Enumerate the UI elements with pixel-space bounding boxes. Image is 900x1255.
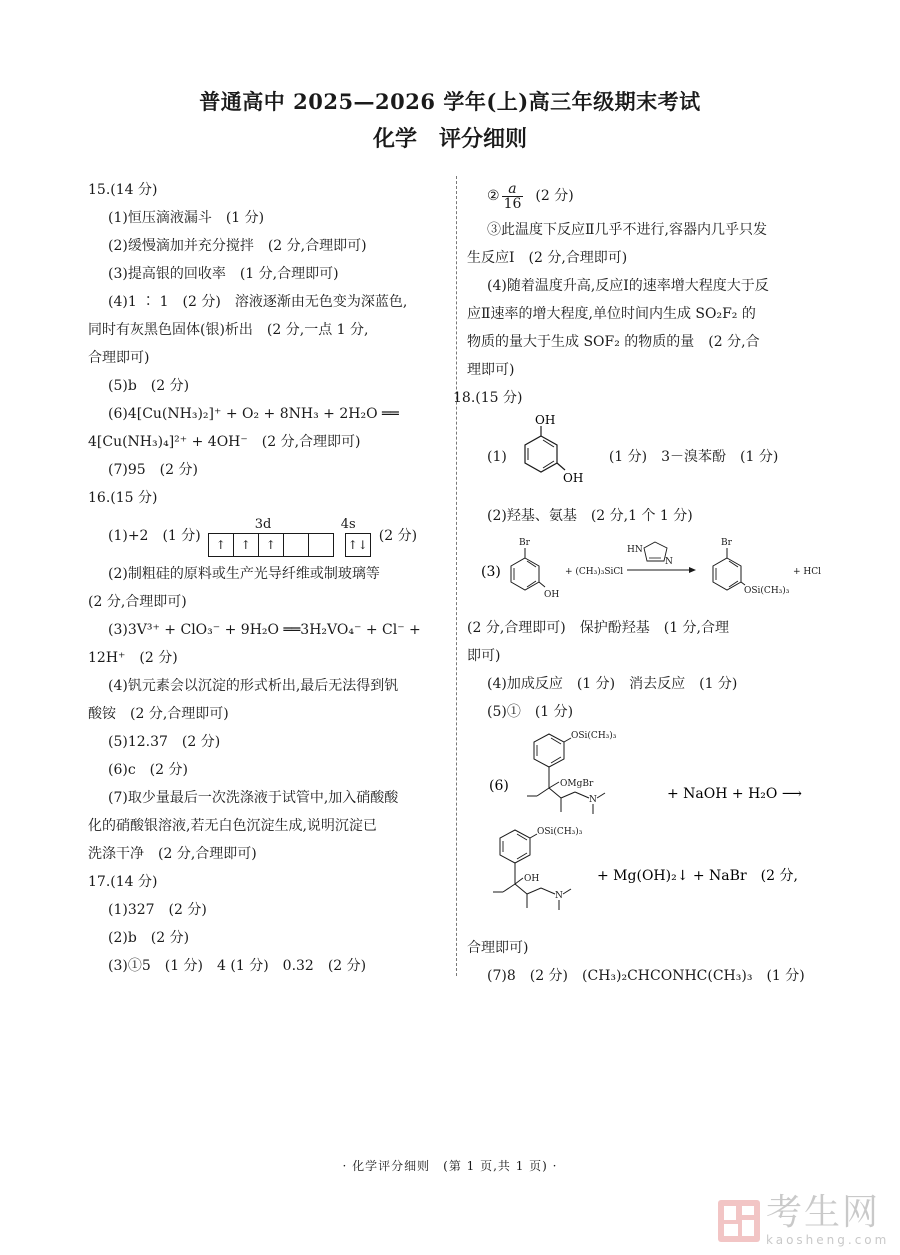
q18-answer-7: (7)8 (2 分) (CH₃)₂CHCONHC(CH₃)₃ (1 分) [487, 968, 805, 984]
exam-subtitle: 化学 评分细则 [372, 126, 527, 152]
product-br-label: Br [721, 538, 732, 548]
kaosheng-logo-icon [718, 1200, 760, 1242]
q15-answer-4b: 同时有灰黑色固体(银)析出 (2 分,一点 1 分, [88, 322, 369, 338]
q17-heading: 17.(14 分) [88, 874, 158, 890]
product-n-label: N [555, 891, 563, 901]
resorcinol-structure [507, 412, 597, 502]
q17-answer-2: (2)b (2 分) [108, 930, 190, 946]
page-footer: · 化学评分细则 (第 1 页,共 1 页) · [342, 1159, 558, 1173]
q16-answer-3a: (3)3V³⁺ + ClO₃⁻ + 9H₂O ══3H₂VO₄⁻ + Cl⁻ + [108, 622, 421, 638]
q18-answer-6-label: (6) [489, 778, 509, 794]
q18-answer-3c: 即可) [467, 648, 501, 664]
orbital-3d-label: 3d [254, 517, 272, 532]
q17-answer-3-3b: 生反应Ⅰ (2 分,合理即可) [467, 250, 628, 266]
q18-answer-4: (4)加成反应 (1 分) 消去反应 (1 分) [487, 676, 738, 692]
imidazole-n-label: N [665, 557, 673, 567]
q17-answer-3-3a: ③此温度下反应Ⅱ几乎不进行,容器内几乎只发 [487, 222, 767, 238]
q16-answer-1-score: (2 分) [378, 528, 418, 544]
q17-answer-4d: 理即可) [467, 362, 515, 378]
q17-fraction-score: (2 分) [535, 188, 574, 204]
q16-answer-4a: (4)钒元素会以沉淀的形式析出,最后无法得到钒 [108, 678, 399, 694]
silyl-reagent: + (CH₃)₃SiCl [565, 567, 624, 577]
q18-answer-1 [467, 412, 819, 502]
product-osi-label: OSi(CH₃)₃ [744, 586, 790, 596]
q18-answer-1-label: (1) [487, 449, 507, 465]
orbital-3d-box: ↑ [208, 533, 234, 557]
q15-answer-6b: 4[Cu(NH₃)₄]²⁺ + 4OH⁻ (2 分,合理即可) [88, 434, 361, 450]
byproduct-hcl: + HCl [793, 567, 822, 577]
q15-answer-3: (3)提高银的回收率 (1 分,合理即可) [108, 266, 339, 282]
reactant-oh-label: OH [544, 590, 560, 600]
q18-answer-3 [467, 530, 822, 614]
product-oh-label: OH [524, 874, 540, 884]
q17-answer-4b: 应Ⅱ速率的增大程度,单位时间内生成 SO₂F₂ 的 [467, 306, 756, 322]
reactant-osi-label: OSi(CH₃)₃ [571, 731, 617, 741]
q16-answer-7a: (7)取少量最后一次洗涤液于试管中,加入硝酸酸 [108, 790, 399, 806]
watermark-logo [718, 1192, 890, 1247]
reaction-6-products: + Mg(OH)₂↓ + NaBr (2 分, [597, 868, 798, 884]
orbital-3d-box [283, 533, 309, 557]
q18-answer-3b: (2 分,合理即可) 保护酚羟基 (1 分,合理 [467, 620, 730, 636]
silylation-reaction [481, 530, 826, 614]
watermark-name: 考生网 [766, 1192, 881, 1233]
reaction-6-reagents: + NaOH + H₂O ⟶ [667, 786, 802, 802]
q15-answer-2: (2)缓慢滴加并充分搅拌 (2 分,合理即可) [108, 238, 367, 254]
left-column [88, 176, 443, 980]
q18-answer-5: (5)① (1 分) [487, 704, 574, 720]
exam-title: 普通高中 2025—2026 学年(上)高三年级期末考试 [199, 89, 701, 114]
reactant-omgbr-label: OMgBr [560, 779, 594, 789]
fraction-numerator: a [502, 182, 524, 197]
resorcinol-oh-bottom: OH [562, 471, 584, 485]
fraction-denominator: 16 [503, 195, 522, 212]
orbital-4s-box: ↑↓ [345, 533, 371, 557]
q18-answer-3-label: (3) [481, 564, 501, 580]
q18-heading: 18.(15 分) [453, 390, 523, 406]
q17-answer-4c: 物质的量大于生成 SOF₂ 的物质的量 (2 分,合 [467, 334, 760, 350]
q17-answer-4a: (4)随着温度升高,反应Ⅰ的速率增大程度大于反 [487, 278, 769, 294]
q16-answer-1-text: (1)+2 (1 分) [108, 528, 201, 544]
hydrolysis-reaction [467, 726, 819, 934]
orbital-diagram [209, 515, 371, 557]
fraction-a-over-16 [502, 182, 524, 211]
q16-answer-2b: (2 分,合理即可) [88, 594, 187, 610]
q18-answer-6 [467, 726, 819, 934]
q15-answer-4a: (4)1 ∶ 1 (2 分) 溶液逐渐由无色变为深蓝色, [108, 294, 408, 310]
q17-fraction-marker: ② [487, 188, 500, 204]
q16-answer-3b: 12H⁺ (2 分) [88, 650, 178, 666]
imidazole-hn-label: HN [627, 545, 643, 555]
q16-answer-4b: 酸铵 (2 分,合理即可) [88, 706, 229, 722]
watermark-url: kaosheng.com [766, 1233, 890, 1247]
q15-answer-4c: 合理即可) [88, 350, 150, 366]
q17-answer-3: (3)①5 (1 分) 4 (1 分) 0.32 (2 分) [108, 958, 367, 974]
q15-answer-7: (7)95 (2 分) [108, 462, 198, 478]
product-osi-label: OSi(CH₃)₃ [537, 827, 583, 837]
q16-answer-2a: (2)制粗硅的原料或生产光导纤维或制玻璃等 [108, 566, 380, 582]
q15-answer-6a: (6)4[Cu(NH₃)₂]⁺ + O₂ + 8NH₃ + 2H₂O ══ [108, 406, 399, 422]
q16-answer-6: (6)c (2 分) [108, 762, 188, 778]
q15-answer-5: (5)b (2 分) [108, 378, 190, 394]
q15-heading: 15.(14 分) [88, 182, 158, 198]
q18-answer-2: (2)羟基、氨基 (2 分,1 个 1 分) [487, 508, 693, 524]
orbital-3d-box [308, 533, 334, 557]
q18-answer-6c: 合理即可) [467, 940, 529, 956]
q16-heading: 16.(15 分) [88, 490, 158, 506]
orbital-4s-label: 4s [340, 517, 356, 532]
q17-answer-1: (1)327 (2 分) [108, 902, 207, 918]
reactant-br-label: Br [519, 538, 530, 548]
right-column [453, 176, 822, 990]
q15-answer-1: (1)恒压滴液漏斗 (1 分) [108, 210, 265, 226]
q16-answer-5: (5)12.37 (2 分) [108, 734, 221, 750]
column-divider [456, 176, 457, 976]
q16-answer-7c: 洗涤干净 (2 分,合理即可) [88, 846, 257, 862]
orbital-3d-box: ↑ [258, 533, 284, 557]
q17-answer-3-2 [467, 176, 819, 216]
resorcinol-oh-top: OH [534, 413, 556, 427]
q18-answer-1-score: (1 分) 3－溴苯酚 (1 分) [608, 449, 779, 465]
q16-answer-1 [88, 512, 443, 560]
reactant-n-label: N [589, 795, 597, 805]
orbital-3d-box: ↑ [233, 533, 259, 557]
q16-answer-7b: 化的硝酸银溶液,若无白色沉淀生成,说明沉淀已 [88, 818, 377, 834]
